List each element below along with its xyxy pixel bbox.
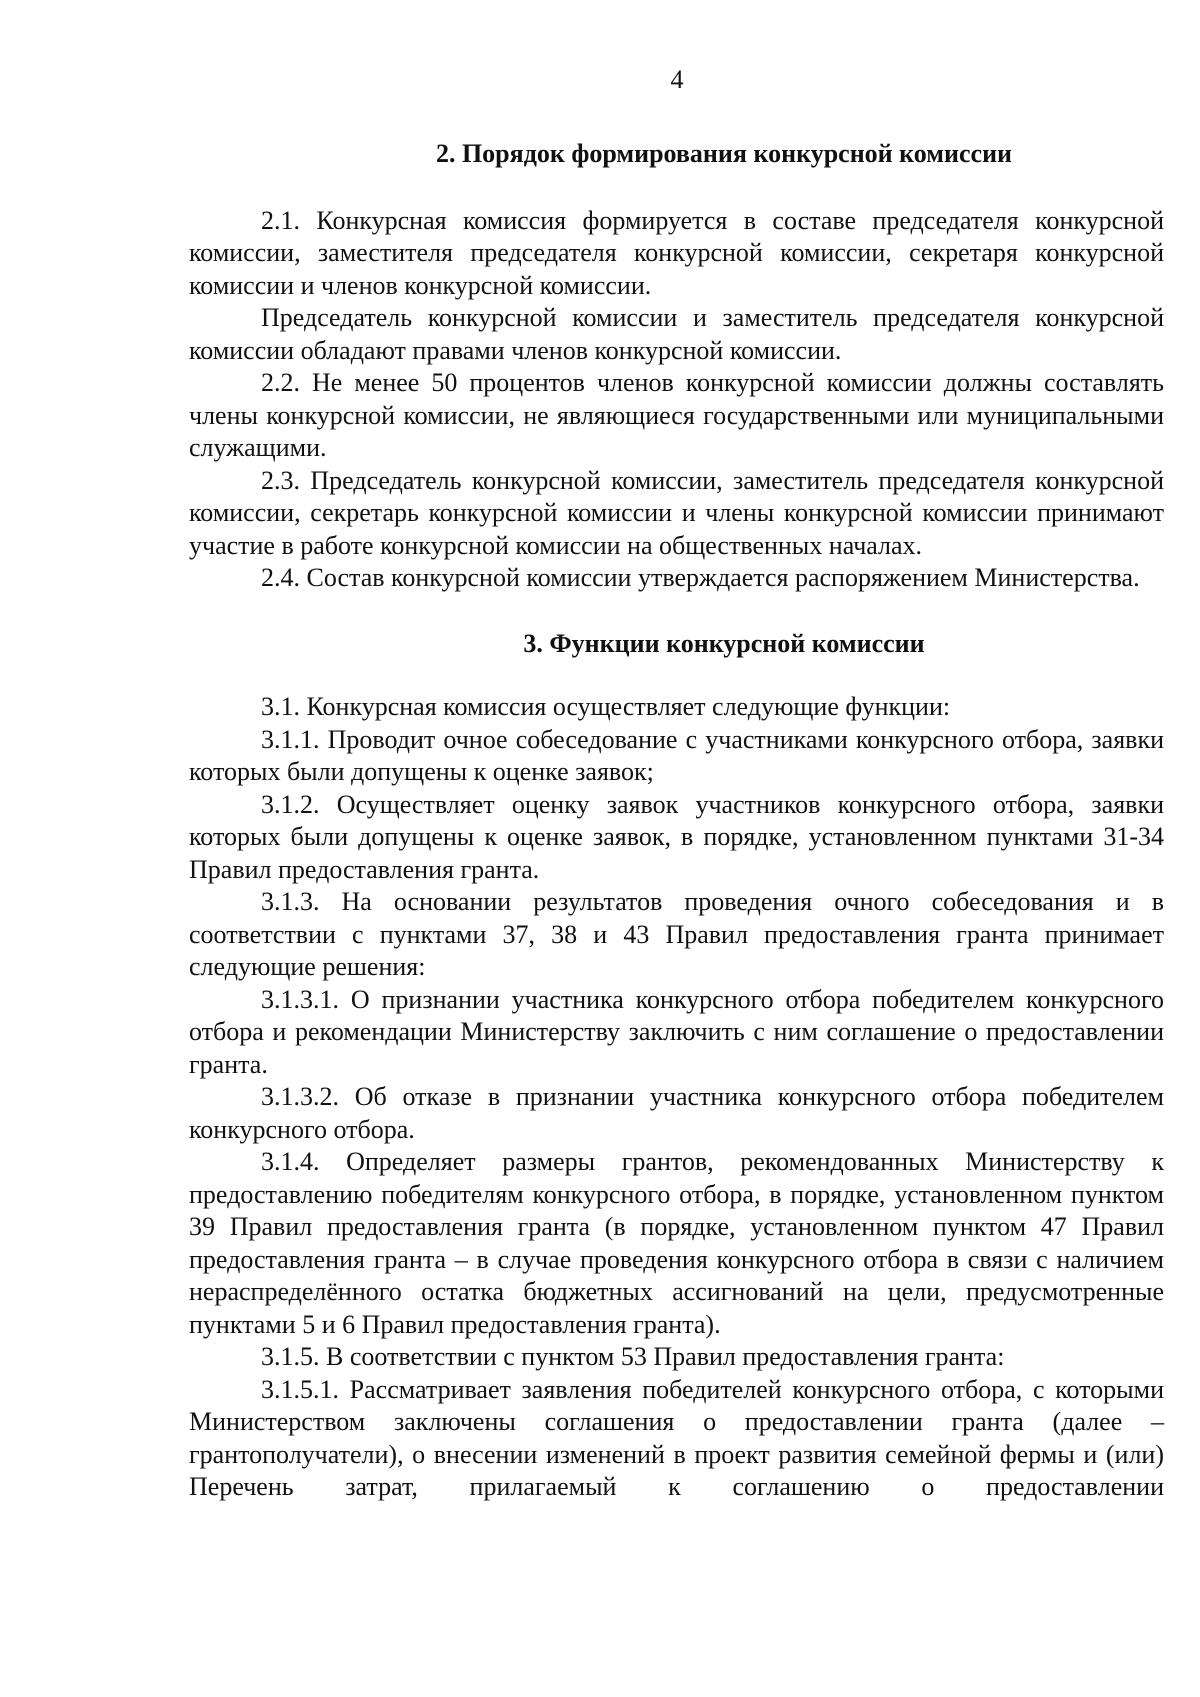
paragraph-3-1-2: 3.1.2. Осуществляет оценку заявок участников конкурсного отбора, заявки которых были допущены к оценке заявок, в порядке, установленном пунктами 31-34 Правил предоставления гранта.	[189, 789, 1164, 884]
paragraph-3-1-3-1: 3.1.3.1. О признании участника конкурсного отбора победителем конкурсного отбора и рекомендации Министерству заключить с ним соглашение о предоставлении гранта.	[189, 984, 1164, 1079]
paragraph-2-2: 2.2. Не менее 50 процентов членов конкурсной комиссии должны составлять члены конкурсной комиссии, не являющиеся государственными или муниципальными служащими.	[189, 368, 1164, 462]
paragraph-2-1-chairman: Председатель конкурсной комиссии и заместитель председателя конкурсной комиссии обладают правами членов конкурсной комиссии.	[189, 303, 1164, 365]
paragraph-3-1-5: 3.1.5. В соответствии с пунктом 53 Правил предоставления гранта:	[261, 1342, 1005, 1371]
section-2-title: 2. Порядок формирования конкурсной комиссии	[435, 139, 1013, 168]
paragraph-2-3: 2.3. Председатель конкурсной комиссии, заместитель председателя конкурсной комиссии, секретарь конкурсной комиссии и члены конкурсной комиссии принимают участие в работе конкурсной комиссии на общественных началах.	[189, 465, 1164, 560]
paragraph-3-1-1: 3.1.1. Проводит очное собеседование с участниками конкурсного отбора, заявки которых были допущены к оценке заявок;	[189, 724, 1164, 786]
paragraph-2-4: 2.4. Состав конкурсной комиссии утверждается распоряжением Министерства.	[261, 563, 1140, 592]
paragraph-3-1-3-2: 3.1.3.2. Об отказе в признании участника конкурсного отбора победителем конкурсного отбора.	[189, 1082, 1164, 1144]
page-number: 4	[670, 65, 684, 94]
paragraph-3-1: 3.1. Конкурсная комиссия осуществляет следующие функции:	[261, 692, 951, 721]
document-body	[189, 138, 1164, 1504]
paragraph-2-1: 2.1. Конкурсная комиссия формируется в составе председателя конкурсной комиссии, заместителя председателя конкурсной комиссии, секретаря конкурсной комиссии и членов конкурсной комиссии.	[189, 205, 1164, 300]
paragraph-3-1-4: 3.1.4. Определяет размеры грантов, рекомендованных Министерству к предоставлению победителям конкурсного отбора, в порядке, установленном пунктом 39 Правил предоставления гранта (в порядке, установленном пунктом 47 Правил предоставления гранта – в случае проведения конкурсного отбора в связи с наличием нераспределённого остатка бюджетных ассигнований на цели, предусмотренные пунктами 5 и 6 Правил предоставления гранта).	[189, 1147, 1164, 1339]
paragraph-3-1-5-1: 3.1.5.1. Рассматривает заявления победителей конкурсного отбора, с которыми Министерством заключены соглашения о предоставлении гранта (далее – грантополучатели), о внесении изменений в проект развития семейной фермы и (или) Перечень затрат, прилагаемый к соглашению о предоставлении	[189, 1374, 1164, 1501]
section-3-title: 3. Функции конкурсной комиссии	[523, 628, 925, 658]
paragraph-3-1-3: 3.1.3. На основании результатов проведения очного собеседования и в соответствии с пунктами 37, 38 и 43 Правил предоставления гранта принимает следующие решения:	[189, 887, 1164, 981]
